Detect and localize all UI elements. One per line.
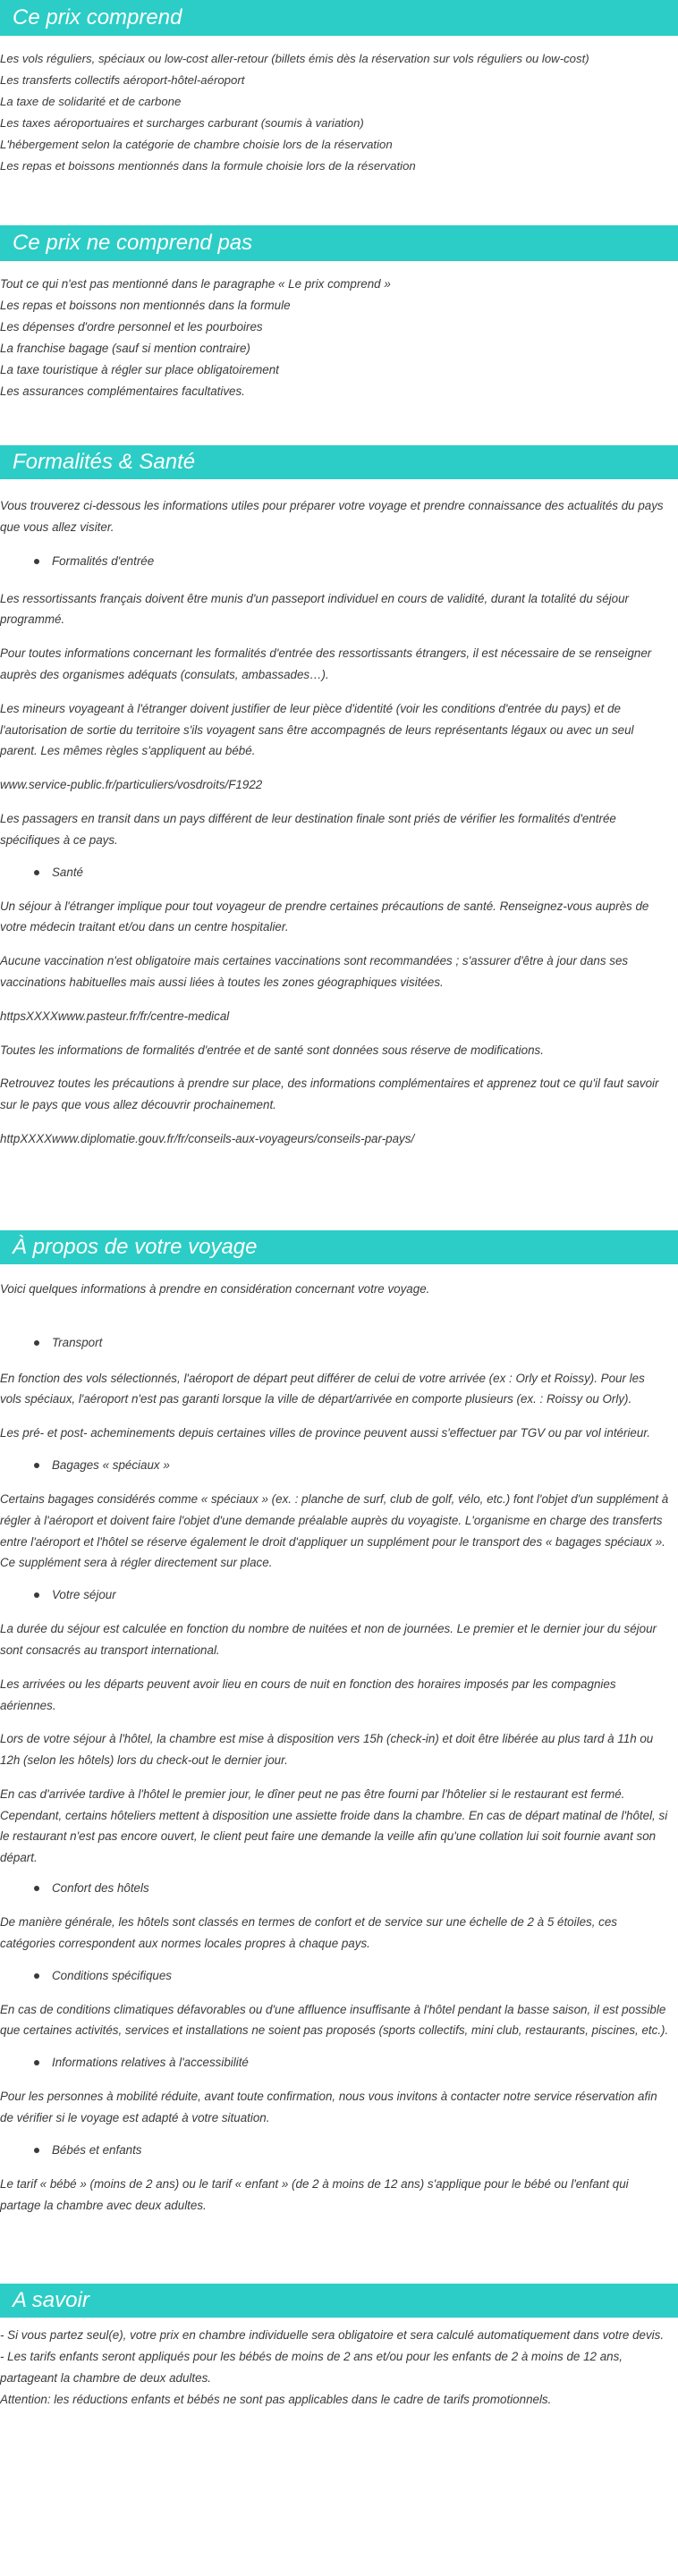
- formalites-body: [0, 495, 669, 1150]
- bullet-icon: [34, 2060, 39, 2065]
- bullet-icon: [34, 1973, 39, 1979]
- apropos-body: [0, 1279, 669, 2217]
- bullet-label: Formalités d'entrée: [52, 553, 155, 568]
- asavoir-l1: - Si vous partez seul(e), votre prix en chambre individuelle sera obligatoire et sera calculé automatiquement dans votre devis.: [0, 2328, 665, 2343]
- apropos-a1: Pour les personnes à mobilité réduite, avant toute confirmation, nous vous invitons à contacter notre service réservation afin de vérifier si le voyage est adapté à votre situation.: [0, 2090, 657, 2125]
- bullet-icon: [34, 870, 39, 875]
- asavoir-l3: Attention: les réductions enfants et bébés ne sont pas applicables dans le cadre de tarifs promotionnels.: [0, 2392, 552, 2406]
- inclus-list: [0, 48, 678, 177]
- bullet-bebes: [0, 2140, 669, 2161]
- list-item: Les assurances complémentaires facultatives.: [0, 384, 245, 398]
- apropos-cs1: En cas de conditions climatiques défavorables ou d'une affluence insuffisante à l'hôtel pendant la basse saison, il est possible que certaines activités, services et installations ne soient pas proposés (sports collectifs, mini club, restaurants, piscines, etc.).: [0, 2002, 669, 2038]
- section-header-asavoir: [0, 2284, 678, 2318]
- link-pasteur[interactable]: httpsXXXXwww.pasteur.fr/fr/centre-medical: [0, 1009, 230, 1023]
- apropos-s3: Lors de votre séjour à l'hôtel, la chambre est mise à disposition vers 15h (check-in) et doit être libérée au plus tard à 11h ou 12h (selon les hôtels) lors du check-out le dernier jour.: [0, 1732, 654, 1768]
- apropos-t1: En fonction des vols sélectionnés, l'aéroport de départ peut différer de celui de votre arrivée (ex : Orly et Roissy). Pour les vols spéciaux, l'aéroport n'est pas garanti lorsque la ville de départ/arrivée en comporte plusieurs (ex. : Roissy ou Orly).: [0, 1371, 645, 1406]
- list-item: Les dépenses d'ordre personnel et les pourboires: [0, 320, 263, 334]
- formalites-intro: Vous trouverez ci-dessous les informations utiles pour préparer votre voyage et prendre connaissance des actualités du pays que vous allez visiter.: [0, 499, 664, 534]
- bullet-label: Bébés et enfants: [52, 2142, 142, 2157]
- asavoir-body: [0, 2325, 669, 2410]
- formalites-p7: Toutes les informations de formalités d'entrée et de santé sont données sous réserve de modifications.: [0, 1043, 544, 1057]
- list-item: Les repas et boissons non mentionnés dans la formule: [0, 299, 291, 312]
- list-item: Tout ce qui n'est pas mentionné dans le paragraphe « Le prix comprend »: [0, 277, 391, 291]
- bullet-conditions: [0, 1965, 669, 1987]
- apropos-e1: Le tarif « bébé » (moins de 2 ans) ou le tarif « enfant » (de 2 à moins de 12 ans) s'applique pour le bébé ou l'enfant qui partage la chambre avec deux adultes.: [0, 2176, 629, 2212]
- link-diplomatie[interactable]: httpXXXXwww.diplomatie.gouv.fr/fr/conseils-aux-voyageurs/conseils-par-pays/: [0, 1131, 415, 1145]
- section-header-formalites: [0, 445, 678, 479]
- bullet-sante: [0, 862, 669, 883]
- asavoir-l2: - Les tarifs enfants seront appliqués pour les bébés de moins de 2 ans et/ou pour les enfants de 2 à moins de 12 ans, partageant la chambre de deux adultes.: [0, 2350, 623, 2386]
- list-item: La taxe de solidarité et de carbone: [0, 95, 182, 108]
- bullet-icon: [34, 2148, 39, 2153]
- section-title-asavoir: A savoir: [13, 2288, 89, 2313]
- bullet-confort: [0, 1878, 669, 1899]
- section-title-apropos: À propos de votre voyage: [13, 1234, 258, 1259]
- bullet-icon: [34, 1886, 39, 1891]
- bullet-formalites-entree: [0, 551, 669, 572]
- list-item: Les taxes aéroportuaires et surcharges carburant (soumis à variation): [0, 116, 364, 130]
- bullet-icon: [34, 1463, 39, 1468]
- list-item: La taxe touristique à régler sur place obligatoirement: [0, 363, 279, 376]
- formalites-p4: Les passagers en transit dans un pays différent de leur destination finale sont priés de vérifier les formalités d'entrée spécifiques à ce pays.: [0, 811, 616, 847]
- list-item: La franchise bagage (sauf si mention contraire): [0, 342, 250, 355]
- formalites-p3: Les mineurs voyageant à l'étranger doivent justifier de leur pièce d'identité (voir les conditions d'entrée du pays) et de l'autorisation de sortie du territoire s'ils voyagent sans être accompagnés de leurs représentants légaux ou avec un seul parent. Les mêmes règles s'appliquent au bébé.: [0, 701, 634, 758]
- section-header-apropos: [0, 1230, 678, 1264]
- formalites-p8: Retrouvez toutes les précautions à prendre sur place, des informations complémentaires et apprenez tout ce qu'il faut savoir sur le pays que vous allez découvrir prochainement.: [0, 1077, 659, 1112]
- non-inclus-list: [0, 274, 678, 402]
- apropos-intro: Voici quelques informations à prendre en considération concernant votre voyage.: [0, 1281, 430, 1296]
- apropos-s4: En cas d'arrivée tardive à l'hôtel le premier jour, le dîner peut ne pas être fourni par l'hôtelier si le restaurant est fermé. Cependant, certains hôteliers mettent à disposition une assiette froide dans la chambre. En cas de départ matinal de l'hôtel, si le restaurant n'est pas encore ouvert, le client peut faire une demande la veille afin qu'une collation lui soit fournie avant son départ.: [0, 1786, 668, 1865]
- bullet-label: Bagages « spéciaux »: [52, 1457, 170, 1472]
- formalites-p5: Un séjour à l'étranger implique pour tout voyageur de prendre certaines précautions de santé. Renseignez-vous auprès de votre médecin traitant et/ou dans un centre hospitalier.: [0, 899, 649, 934]
- link-service-public[interactable]: www.service-public.fr/particuliers/vosdroits/F1922: [0, 778, 263, 792]
- apropos-b1: Certains bagages considérés comme « spéciaux » (ex. : planche de surf, club de golf, vélo, etc.) font l'objet d'un supplément à régler à l'aéroport et doivent faire l'objet d'une demande préalable auprès du voyagiste. L'organisme en charge des transferts entre l'aéroport et l'hôtel se réserve également le droit d'appliquer un supplément pour le transport des « bagages spéciaux ». Ce supplément sera à régler directement sur place.: [0, 1491, 669, 1570]
- apropos-t2: Les pré- et post- acheminements depuis certaines villes de province peuvent aussi s'effectuer par TGV ou par vol intérieur.: [0, 1426, 651, 1440]
- bullet-label: Santé: [52, 865, 83, 879]
- bullet-label: Votre séjour: [52, 1588, 116, 1602]
- bullet-transport: [0, 1332, 669, 1354]
- list-item: Les vols réguliers, spéciaux ou low-cost aller-retour (billets émis dès la réservation sur vols réguliers ou low-cost): [0, 52, 589, 65]
- bullet-label: Confort des hôtels: [52, 1881, 149, 1896]
- bullet-icon: [34, 1592, 39, 1598]
- bullet-sejour: [0, 1584, 669, 1606]
- apropos-c1: De manière générale, les hôtels sont classés en termes de confort et de service sur une échelle de 2 à 5 étoiles, ces catégories correspondent aux normes locales propres à chaque pays.: [0, 1915, 617, 1950]
- formalites-p6: Aucune vaccination n'est obligatoire mais certaines vaccinations sont recommandées ; s'assurer d'être à jour dans ses vaccinations habituelles mais aussi liées à toutes les zones géographiques visitées.: [0, 954, 629, 989]
- apropos-s2: Les arrivées ou les départs peuvent avoir lieu en cours de nuit en fonction des horaires imposés par les compagnies aériennes.: [0, 1677, 616, 1712]
- bullet-bagages: [0, 1455, 669, 1476]
- bullet-icon: [34, 1340, 39, 1346]
- apropos-s1: La durée du séjour est calculée en fonction du nombre de nuitées et non de journées. Le premier et le dernier jour du séjour sont consacrés au transport international.: [0, 1622, 657, 1657]
- section-header-inclus: [0, 0, 678, 36]
- bullet-label: Informations relatives à l'accessibilité: [52, 2056, 249, 2070]
- bullet-label: Transport: [52, 1335, 103, 1349]
- section-title-non-inclus: Ce prix ne comprend pas: [13, 231, 253, 255]
- list-item: Les repas et boissons mentionnés dans la formule choisie lors de la réservation: [0, 159, 416, 173]
- formalites-p1: Les ressortissants français doivent être munis d'un passeport individuel en cours de validité, durant la totalité du séjour programmé.: [0, 591, 629, 627]
- list-item: L'hébergement selon la catégorie de chambre choisie lors de la réservation: [0, 138, 393, 151]
- list-item: Les transferts collectifs aéroport-hôtel-aéroport: [0, 73, 245, 87]
- bullet-label: Conditions spécifiques: [52, 1968, 172, 1982]
- bullet-accessibilite: [0, 2052, 669, 2073]
- section-title-inclus: Ce prix comprend: [13, 5, 182, 30]
- section-header-non-inclus: [0, 225, 678, 261]
- bullet-icon: [34, 559, 39, 564]
- section-title-formalites: Formalités & Santé: [13, 450, 196, 474]
- formalites-p2: Pour toutes informations concernant les formalités d'entrée des ressortissants étrangers, il est nécessaire de se renseigner auprès des organismes adéquats (consulats, ambassades…).: [0, 646, 652, 681]
